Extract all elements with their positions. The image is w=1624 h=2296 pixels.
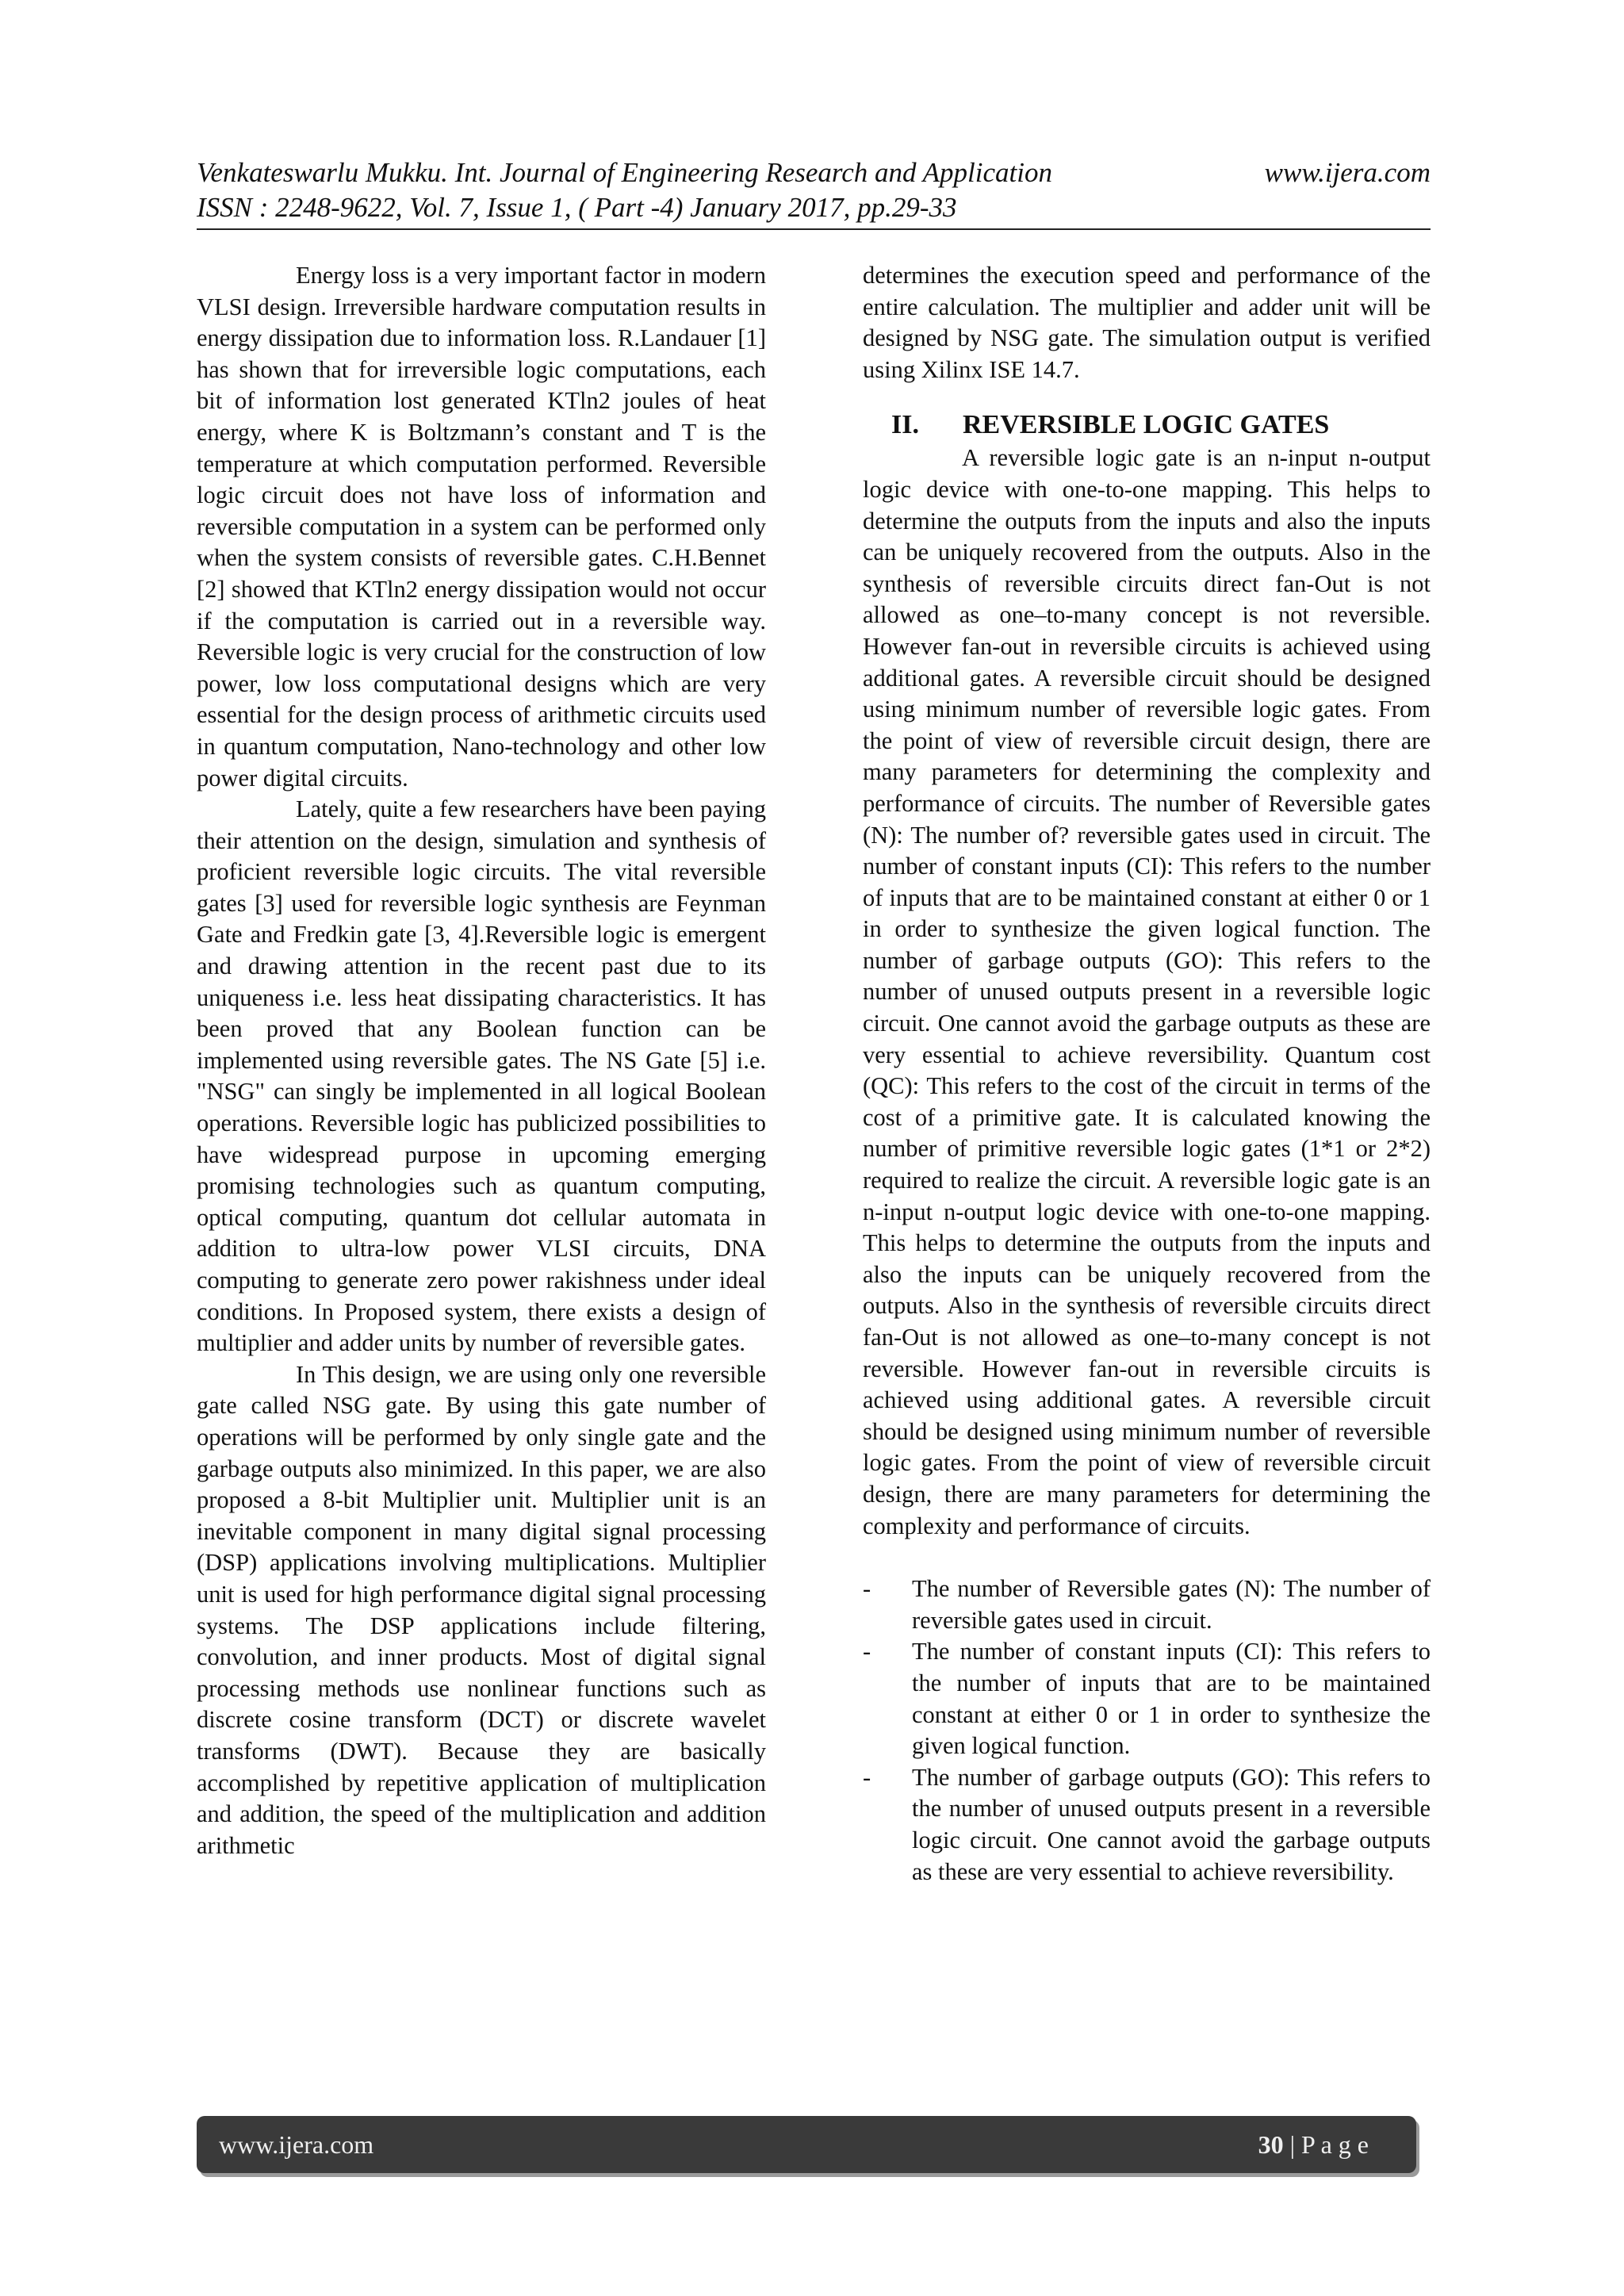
page-suffix: | P a g e [1283,2129,1369,2159]
list-item-text: The number of garbage outputs (GO): This refers to the number of unused outputs present in a reversible logic circuit. One cannot avoid the garbage outputs as these are very essential to achieve reversibility. [912,1763,1431,1885]
list-item [863,1636,1431,1761]
bullet-marker: - [863,1575,871,1603]
journal-citation: Venkateswarlu Mukku. Int. Journal of Engineering Research and Application [197,157,1052,188]
section-title: REVERSIBLE LOGIC GATES [963,410,1330,440]
section-number: II. [891,410,919,440]
body-paragraph: In This design, we are using only one reversible gate called NSG gate. By using this gate number of operations will be performed by only single gate and the garbage outputs also minimized. In this paper, we are also proposed a 8-bit Multiplier unit. Multiplier unit is an inevitable component in many digital signal processing (DSP) applications involving multiplications. Multiplier unit is used for high performance digital signal processing systems. The DSP applications include filtering, convolution, and inner products. Most of digital signal processing methods use nonlinear functions such as discrete cosine transform (DCT) or discrete wavelet transforms (DWT). Because they are basically accomplished by repetitive application of multiplication and addition, the speed of the multiplication and addition arithmetic [197,1360,766,1859]
page-footer [197,2116,1416,2173]
body-paragraph: A reversible logic gate is an n-input n-output logic device with one-to-one mapping. This helps to determine the outputs from the inputs and also the inputs can be uniquely recovered from the outputs. Also in the synthesis of reversible circuits direct fan-Out is not allowed as one–to-many concept is not reversible. However fan-out in reversible circuits is achieved using additional gates. A reversible circuit should be designed using minimum number of reversible logic gates. From the point of view of reversible circuit design, there are many parameters for determining the complexity and performance of circuits. The number of Reversible gates (N): The number of? reversible gates used in circuit. The number of constant inputs (CI): This refers to the number of inputs that are to be maintained constant at either 0 or 1 in order to synthesize the given logical function. The number of garbage outputs (GO): This refers to the number of unused outputs present in a reversible logic circuit. One cannot avoid the garbage outputs as these are very essential to achieve reversibility. Quantum cost (QC): This refers to the cost of the circuit in terms of the cost of a primitive gate. It is calculated knowing the number of primitive reversible logic gates (1*1 or 2*2) required to realize the circuit. A reversible logic gate is an n-input n-output logic device with one-to-one mapping. This helps to determine the outputs from the inputs and also the inputs can be uniquely recovered from the outputs. Also in the synthesis of reversible circuits direct fan-Out is not allowed as one–to-many concept is not reversible. However fan-out in reversible circuits is achieved using additional gates. A reversible circuit should be designed using minimum number of reversible logic gates. From the point of view of reversible circuit design, there are many parameters for determining the complexity and performance of circuits. [863,444,1431,1539]
body-paragraph: Energy loss is a very important factor in modern VLSI design. Irreversible hardware computation results in energy dissipation due to information loss. R.Landauer [1] has shown that for irreversible logic computations, each bit of information lost generated KTln2 joules of heat energy, where K is Boltzmann’s constant and T is the temperature at which computation performed. Reversible logic circuit does not have loss of information and reversible computation in a system can be performed only when the system consists of reversible gates. C.H.Bennet [2] showed that KTln2 energy dissipation would not occur if the computation is carried out in a reversible way. Reversible logic is very crucial for the construction of low power, low loss computational designs which are very essential for the design process of arithmetic circuits used in quantum computation, Nano-technology and other low power digital circuits. [197,262,766,792]
right-column [863,260,1431,1888]
list-item [863,1573,1431,1636]
list-item [863,1762,1431,1888]
bullet-list [863,1573,1431,1888]
page-number-label [1258,2130,1369,2160]
journal-website: www.ijera.com [1264,157,1431,188]
bullet-marker: - [863,1763,871,1791]
body-paragraph: determines the execution speed and performance of the entire calculation. The multiplier and adder unit will be designed by NSG gate. The simulation output is verified using Xilinx ISE 14.7. [863,262,1431,383]
footer-website: www.ijera.com [219,2129,374,2159]
running-header [197,155,1431,230]
list-item-text: The number of Reversible gates (N): The number of reversible gates used in circuit. [912,1575,1431,1634]
left-column [197,260,766,1861]
bullet-marker: - [863,1638,871,1665]
section-heading [891,408,1431,443]
list-item-text: The number of constant inputs (CI): This refers to the number of inputs that are to be maintained constant at either 0 or 1 in order to synthesize the given logical function. [912,1638,1431,1760]
issn-line: ISSN : 2248-9622, Vol. 7, Issue 1, ( Part -4) January 2017, pp.29-33 [197,192,957,223]
page-number: 30 [1258,2129,1284,2159]
body-paragraph: Lately, quite a few researchers have been paying their attention on the design, simulation and synthesis of proficient reversible logic circuits. The vital reversible gates [3] used for reversible logic synthesis are Feynman Gate and Fredkin gate [3, 4].Reversible logic is emergent and drawing attention in the recent past due to its uniqueness i.e. less heat dissipating characteristics. It has been proved that any Boolean function can be implemented using reversible gates. The NS Gate [5] i.e. "NSG" can singly be implemented in all logical Boolean operations. Reversible logic has publicized possibilities to have widespread purpose in upcoming emerging promising technologies such as quantum computing, optical computing, quantum dot cellular automata in addition to ultra-low power VLSI circuits, DNA computing to generate zero power rakishness under ideal conditions. In Proposed system, there exists a design of multiplier and adder units by number of reversible gates. [197,795,766,1357]
